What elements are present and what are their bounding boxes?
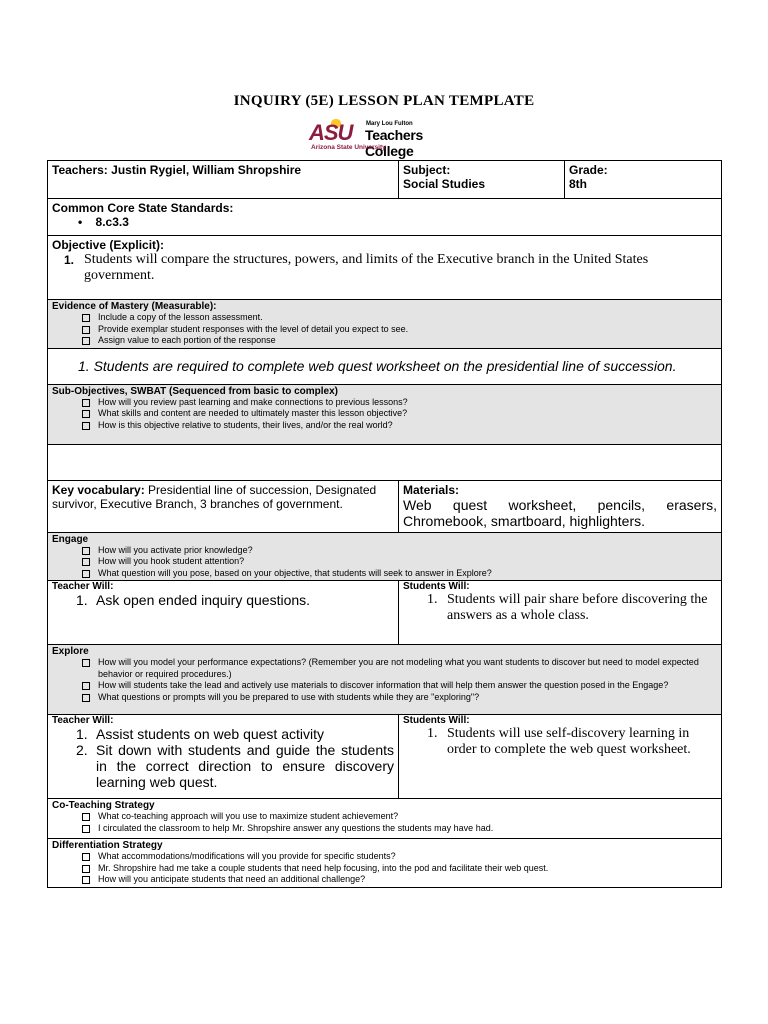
- list-item: How will you activate prior knowledge?: [82, 545, 717, 557]
- differentiation-list: [52, 851, 717, 886]
- engage-roles-row: [48, 581, 722, 645]
- list-item: What question will you pose, based on your objective, that students will seek to answer in Explore?: [82, 568, 717, 580]
- checkbox-icon: [82, 558, 90, 566]
- sub-objectives-label: Sub-Objectives, SWBAT (Sequenced from basic to complex): [52, 385, 338, 397]
- list-item: What accommodations/modifications will you provide for specific students?: [82, 851, 717, 863]
- explore-teacher-item: 2. Sit down with students and guide the students in the correct direction to ensure discovery learning web quest.: [76, 742, 394, 790]
- checkbox-icon: [82, 422, 90, 430]
- sub-objectives-cell: [48, 384, 722, 444]
- checkbox-icon: [82, 694, 90, 702]
- list-item: What questions or prompts will you be prepared to use with students while they are "exploring"?: [82, 692, 717, 704]
- header-row: [48, 161, 722, 199]
- list-item: What co-teaching approach will you use to maximize student achievement?: [82, 811, 717, 823]
- explore-roles-row: [48, 715, 722, 799]
- checkbox-icon: [82, 399, 90, 407]
- checkbox-icon: [82, 865, 90, 873]
- vocab-label: Key vocabulary:: [52, 482, 145, 497]
- list-item: How is this objective relative to students, their lives, and/or the real world?: [82, 420, 717, 432]
- sub-objectives-list: [52, 397, 717, 432]
- explore-label: Explore: [52, 646, 89, 657]
- list-item: How will students take the lead and actively use materials to discover information that will help them answer the question posed in the Engage?: [82, 680, 717, 692]
- checkbox-icon: [82, 682, 90, 690]
- subject-label: Subject:: [403, 163, 451, 177]
- engage-teacher-cell: [48, 581, 399, 645]
- checkbox-icon: [82, 813, 90, 821]
- subject-value: Social Studies: [403, 177, 486, 191]
- explore-teacher-item: 1. Assist students on web quest activity: [76, 726, 324, 742]
- engage-teacher-label: Teacher Will:: [52, 581, 114, 592]
- objective-cell: [48, 236, 722, 300]
- teachers-text: Teachers: Justin Rygiel, William Shropshire: [52, 163, 302, 177]
- empty-row: [48, 444, 722, 480]
- list-item: What skills and content are needed to ultimately master this lesson objective?: [82, 408, 717, 420]
- list-item: I circulated the classroom to help Mr. Shropshire answer any questions the students may have had.: [82, 823, 717, 835]
- logo-teachers-college: Teachers College: [365, 127, 424, 159]
- list-item: Provide exemplar student responses with the level of detail you expect to see.: [82, 324, 717, 336]
- logo-university-name: Arizona State University: [311, 144, 386, 151]
- differentiation-row: [48, 839, 722, 888]
- standards-cell: [48, 199, 722, 236]
- checkbox-icon: [82, 410, 90, 418]
- engage-row: [48, 532, 722, 581]
- grade-cell: [565, 161, 722, 199]
- explore-teacher-label: Teacher Will:: [52, 715, 114, 726]
- explore-cell: [48, 645, 722, 715]
- objective-label: Objective (Explicit):: [52, 238, 165, 252]
- checkbox-icon: [82, 547, 90, 555]
- evidence-list: [52, 312, 717, 347]
- explore-students-cell: [399, 715, 722, 799]
- teachers-cell: [48, 161, 399, 199]
- materials-label: Materials:: [403, 482, 460, 497]
- checkbox-icon: [82, 570, 90, 578]
- engage-teacher-item: 1. Ask open ended inquiry questions.: [76, 592, 311, 608]
- engage-students-cell: [399, 581, 722, 645]
- list-item: How will you model your performance expectations? (Remember you are not modeling what you want students to discover but need to model expected behavior or required procedures.): [82, 657, 717, 680]
- checkbox-icon: [82, 853, 90, 861]
- materials-cell: [399, 480, 722, 532]
- logo-mary-lou-fulton: Mary Lou Fulton: [366, 121, 413, 127]
- checkbox-icon: [82, 337, 90, 345]
- evidence-label: Evidence of Mastery (Measurable):: [52, 301, 217, 312]
- vocab-cell: [48, 480, 399, 532]
- logo-asu-mark: ASU: [309, 120, 353, 145]
- engage-label: Engage: [52, 533, 89, 545]
- vocab-materials-row: [48, 480, 722, 532]
- engage-students-label: Students Will:: [403, 581, 470, 592]
- differentiation-cell: [48, 839, 722, 888]
- explore-list: [52, 657, 717, 703]
- checkbox-icon: [82, 659, 90, 667]
- evidence-answer-row: [48, 348, 722, 384]
- list-item: Assign value to each portion of the response: [82, 335, 717, 347]
- checkbox-icon: [82, 825, 90, 833]
- materials-text: Web quest worksheet, pencils, erasers, Chromebook, smartboard, highlighters.: [403, 496, 717, 529]
- checkbox-icon: [82, 314, 90, 322]
- document-title: INQUIRY (5E) LESSON PLAN TEMPLATE: [233, 93, 535, 109]
- list-item: How will you anticipate students that need an additional challenge?: [82, 874, 717, 886]
- checkbox-icon: [82, 876, 90, 884]
- coteaching-label: Co-Teaching Strategy: [52, 800, 155, 811]
- empty-cell: [48, 444, 722, 480]
- explore-students-label: Students Will:: [403, 715, 470, 726]
- engage-list: [52, 545, 717, 580]
- evidence-answer: 1. Students are required to complete web quest worksheet on the presidential line of succession.: [78, 358, 677, 374]
- engage-students-item: 1. Students will pair share before discovering the answers as a whole class.: [427, 592, 708, 623]
- lesson-plan-table: [47, 160, 722, 888]
- list-item: Include a copy of the lesson assessment.: [82, 312, 717, 324]
- standards-label: Common Core State Standards:: [52, 201, 234, 215]
- differentiation-label: Differentiation Strategy: [52, 840, 163, 851]
- list-item: How will you review past learning and make connections to previous lessons?: [82, 397, 717, 409]
- checkbox-icon: [82, 326, 90, 334]
- explore-students-item: 1. Students will use self-discovery learning in order to complete the web quest worksheet.: [427, 726, 691, 757]
- coteaching-row: [48, 799, 722, 839]
- explore-row: [48, 645, 722, 715]
- objective-item: 1. Students will compare the structures, powers, and limits of the Executive branch in the United States government.: [64, 252, 649, 283]
- standards-item: • 8.c3.3: [78, 215, 129, 229]
- grade-label: Grade:: [569, 163, 608, 177]
- explore-teacher-cell: [48, 715, 399, 799]
- engage-cell: [48, 532, 722, 581]
- evidence-row: [48, 300, 722, 349]
- evidence-answer-cell: [48, 348, 722, 384]
- objective-row: [48, 236, 722, 300]
- sub-objectives-row: [48, 384, 722, 444]
- asu-teachers-college-logo: [309, 119, 469, 159]
- evidence-cell: [48, 300, 722, 349]
- grade-value: 8th: [569, 177, 587, 191]
- list-item: How will you hook student attention?: [82, 556, 717, 568]
- coteaching-cell: [48, 799, 722, 839]
- coteaching-list: [52, 811, 717, 834]
- list-item: Mr. Shropshire had me take a couple students that need help focusing, into the pod and facilitate their web quest.: [82, 863, 717, 875]
- standards-row: [48, 199, 722, 236]
- subject-cell: [399, 161, 565, 199]
- vocab-text: Presidential line of succession, Designated survivor, Executive Branch, 3 branches of government.: [52, 482, 377, 511]
